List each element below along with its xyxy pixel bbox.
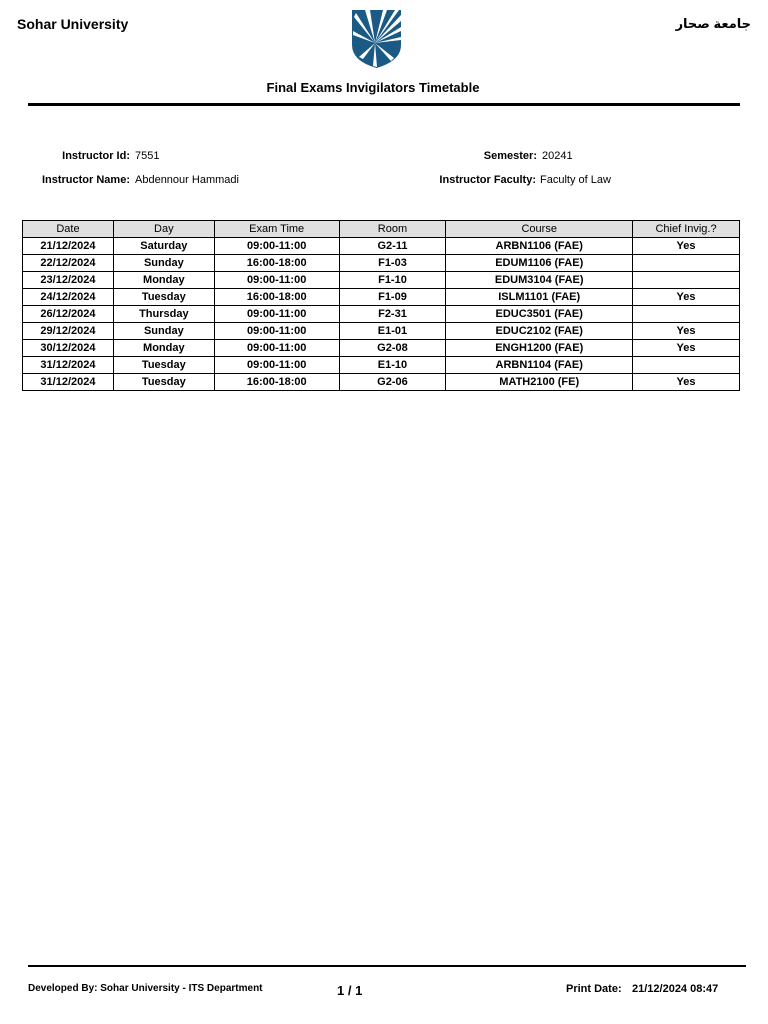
chief-invig-cell: Yes [633,289,740,306]
date-cell: 21/12/2024 [23,238,114,255]
course-cell: EDUM3104 (FAE) [446,272,633,289]
developed-by-text: Developed By: Sohar University - ITS Department [28,983,263,994]
table-row [23,340,740,357]
room-cell: G2-11 [339,238,446,255]
day-cell: Sunday [113,323,214,340]
day-cell: Tuesday [113,374,214,391]
day-cell: Tuesday [113,289,214,306]
date-cell: 30/12/2024 [23,340,114,357]
exam-time-cell: 09:00-11:00 [214,357,339,374]
chief-invig-cell [633,255,740,272]
course-cell: ISLM1101 (FAE) [446,289,633,306]
day-cell: Monday [113,340,214,357]
chief-invig-cell: Yes [633,323,740,340]
date-cell: 24/12/2024 [23,289,114,306]
date-cell: 26/12/2024 [23,306,114,323]
chief-invig-cell: Yes [633,238,740,255]
instructor-name-value: Abdennour Hammadi [135,174,239,186]
table-row [23,323,740,340]
column-header-day: Day [113,221,214,238]
exam-time-cell: 16:00-18:00 [214,289,339,306]
invigilation-timetable [22,220,740,391]
exam-time-cell: 09:00-11:00 [214,340,339,357]
instructor-id-label: Instructor Id: [62,150,130,162]
column-header-date: Date [23,221,114,238]
date-cell: 31/12/2024 [23,357,114,374]
exam-time-cell: 09:00-11:00 [214,323,339,340]
room-cell: E1-01 [339,323,446,340]
column-header-room: Room [339,221,446,238]
day-cell: Thursday [113,306,214,323]
day-cell: Tuesday [113,357,214,374]
print-date-label: Print Date: [566,983,622,995]
table-row [23,374,740,391]
exam-time-cell: 16:00-18:00 [214,255,339,272]
chief-invig-cell [633,306,740,323]
column-header-chief-invig: Chief Invig.? [633,221,740,238]
exam-time-cell: 09:00-11:00 [214,306,339,323]
chief-invig-cell [633,357,740,374]
room-cell: G2-08 [339,340,446,357]
course-cell: EDUC2102 (FAE) [446,323,633,340]
instructor-faculty-value: Faculty of Law [540,174,611,186]
instructor-name-label: Instructor Name: [41,174,130,186]
print-date-value: 21/12/2024 08:47 [632,983,719,995]
exam-time-cell: 16:00-18:00 [214,374,339,391]
column-header-course: Course [446,221,633,238]
course-cell: MATH2100 (FE) [446,374,633,391]
day-cell: Monday [113,272,214,289]
table-row [23,357,740,374]
header-divider [28,103,740,106]
university-name-ar: جامعة صحار [675,16,751,31]
exam-time-cell: 09:00-11:00 [214,238,339,255]
date-cell: 29/12/2024 [23,323,114,340]
date-cell: 23/12/2024 [23,272,114,289]
sohar-university-logo-icon [351,9,402,69]
course-cell: EDUM1106 (FAE) [446,255,633,272]
table-row [23,255,740,272]
report-title: Final Exams Invigilators Timetable [266,80,480,95]
room-cell: F1-10 [339,272,446,289]
semester-label: Semester: [483,150,537,162]
footer-divider [28,965,746,967]
instructor-faculty-label: Instructor Faculty: [439,174,536,186]
table-row [23,289,740,306]
exam-time-cell: 09:00-11:00 [214,272,339,289]
room-cell: F2-31 [339,306,446,323]
chief-invig-cell: Yes [633,340,740,357]
page-number: 1 / 1 [337,983,363,998]
course-cell: EDUC3501 (FAE) [446,306,633,323]
column-header-exam-time: Exam Time [214,221,339,238]
day-cell: Sunday [113,255,214,272]
room-cell: F1-03 [339,255,446,272]
table-row [23,272,740,289]
course-cell: ARBN1106 (FAE) [446,238,633,255]
room-cell: E1-10 [339,357,446,374]
table-row [23,306,740,323]
instructor-id-value: 7551 [135,150,160,162]
semester-value: 20241 [542,150,573,162]
table-row [23,238,740,255]
university-name-en: Sohar University [17,16,129,32]
chief-invig-cell [633,272,740,289]
table-header-row [23,221,740,238]
date-cell: 31/12/2024 [23,374,114,391]
course-cell: ENGH1200 (FAE) [446,340,633,357]
room-cell: G2-06 [339,374,446,391]
room-cell: F1-09 [339,289,446,306]
day-cell: Saturday [113,238,214,255]
date-cell: 22/12/2024 [23,255,114,272]
course-cell: ARBN1104 (FAE) [446,357,633,374]
chief-invig-cell: Yes [633,374,740,391]
